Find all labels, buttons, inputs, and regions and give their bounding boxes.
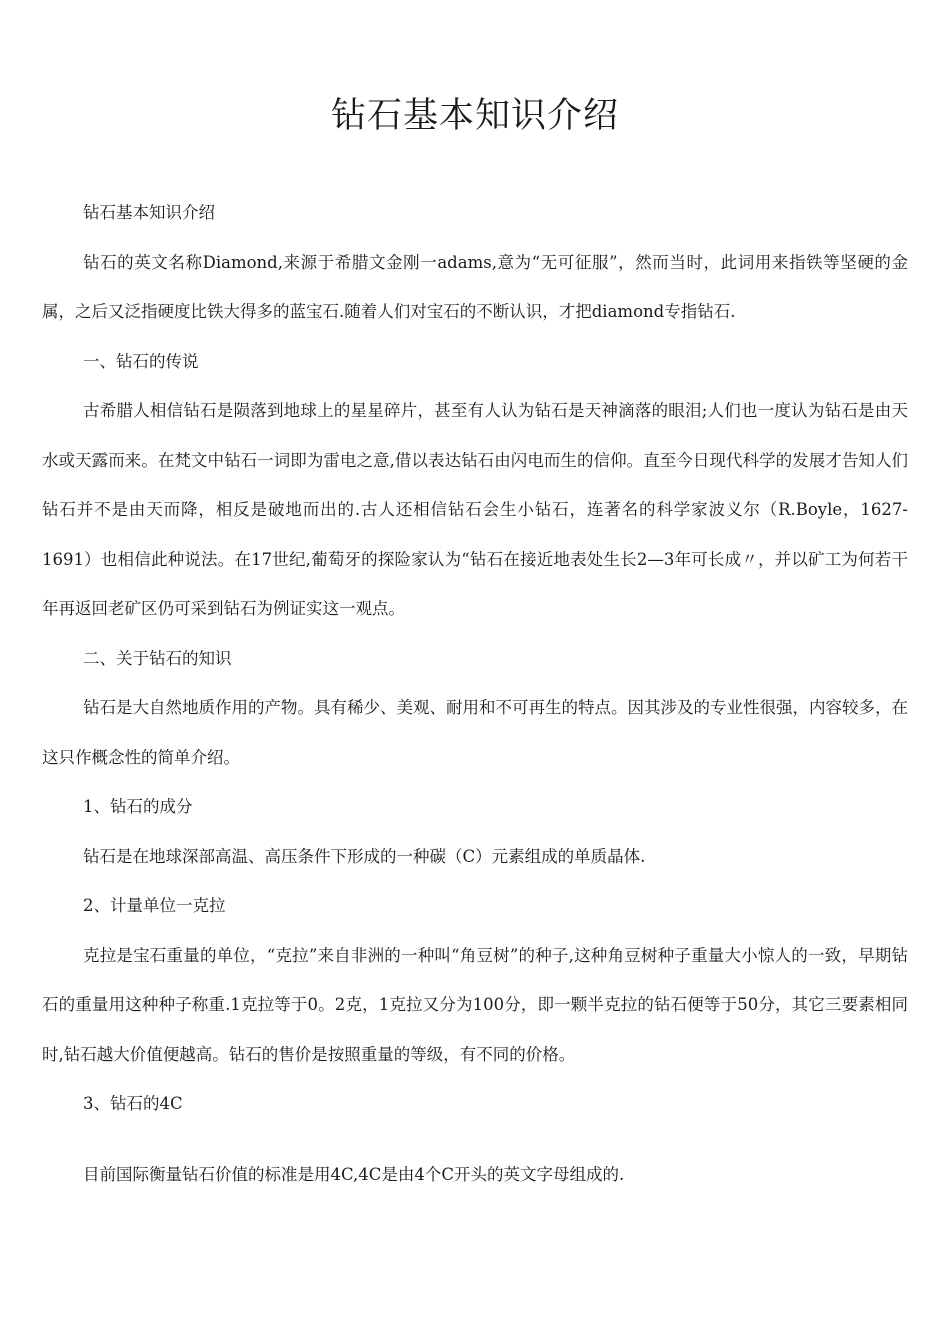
section-heading-knowledge: 二、关于钻石的知识 (83, 648, 232, 668)
paragraph-subtitle: 钻石基本知识介绍 (83, 203, 215, 222)
document-title: 钻石基本知识介绍 (330, 96, 619, 136)
paragraph-4c: 目前国际衡量钻石价值的标准是用4C,4C是由4个C开头的英文字母组成的. (83, 1164, 625, 1184)
paragraph-intro: 钻石的英文名称Diamond,来源于希腊文金刚一adams,意为“无可征服”，然而当时，此词用来指铁等坚硬的金属，之后又泛指硬度比铁大得多的蓝宝石.随着人们对宝石的不断认识，才把diamond专指钻石. (42, 252, 908, 321)
document-body (42, 188, 908, 1199)
paragraph-composition: 钻石是在地球深部高温、高压条件下形成的一种碳（C）元素组成的单质晶体. (83, 846, 646, 866)
subheading-carat: 2、计量单位一克拉 (83, 896, 226, 915)
subheading-composition: 1、钻石的成分 (83, 797, 193, 816)
section-heading-legend: 一、钻石的传说 (83, 351, 199, 371)
paragraph-legend: 古希腊人相信钻石是陨落到地球上的星星碎片，甚至有人认为钻石是天神滴落的眼泪;人们也一度认为钻石是由天水或天露而来。在梵文中钻石一词即为雷电之意,借以表达钻石由闪电而生的信仰。直至今日现代科学的发展才告知人们钻石并不是由天而降，相反是破地而出的.古人还相信钻石会生小钻石，连著名的科学家波义尔（R.Boyle，1627-1691）也相信此种说法。在17世纪,葡萄牙的探险家认为“钻石在接近地表处生长2—3年可长成〃，并以矿工为何若干年再返回老矿区仍可采到钻石为例证实这一观点。 (42, 401, 908, 618)
paragraph-carat: 克拉是宝石重量的单位，“克拉”来自非洲的一种叫“角豆树”的种子,这种角豆树种子重量大小惊人的一致，早期钻石的重量用这种种子称重.1克拉等于0。2克，1克拉又分为100分，即一颗半克拉的钻石便等于50分，其它三要素相同时,钻石越大价值便越高。钻石的售价是按照重量的等级，有不同的价格。 (42, 945, 908, 1064)
paragraph-knowledge: 钻石是大自然地质作用的产物。具有稀少、美观、耐用和不可再生的特点。因其涉及的专业性很强，内容较多，在这只作概念性的简单介绍。 (42, 698, 908, 767)
subheading-4c: 3、钻石的4C (83, 1094, 183, 1113)
